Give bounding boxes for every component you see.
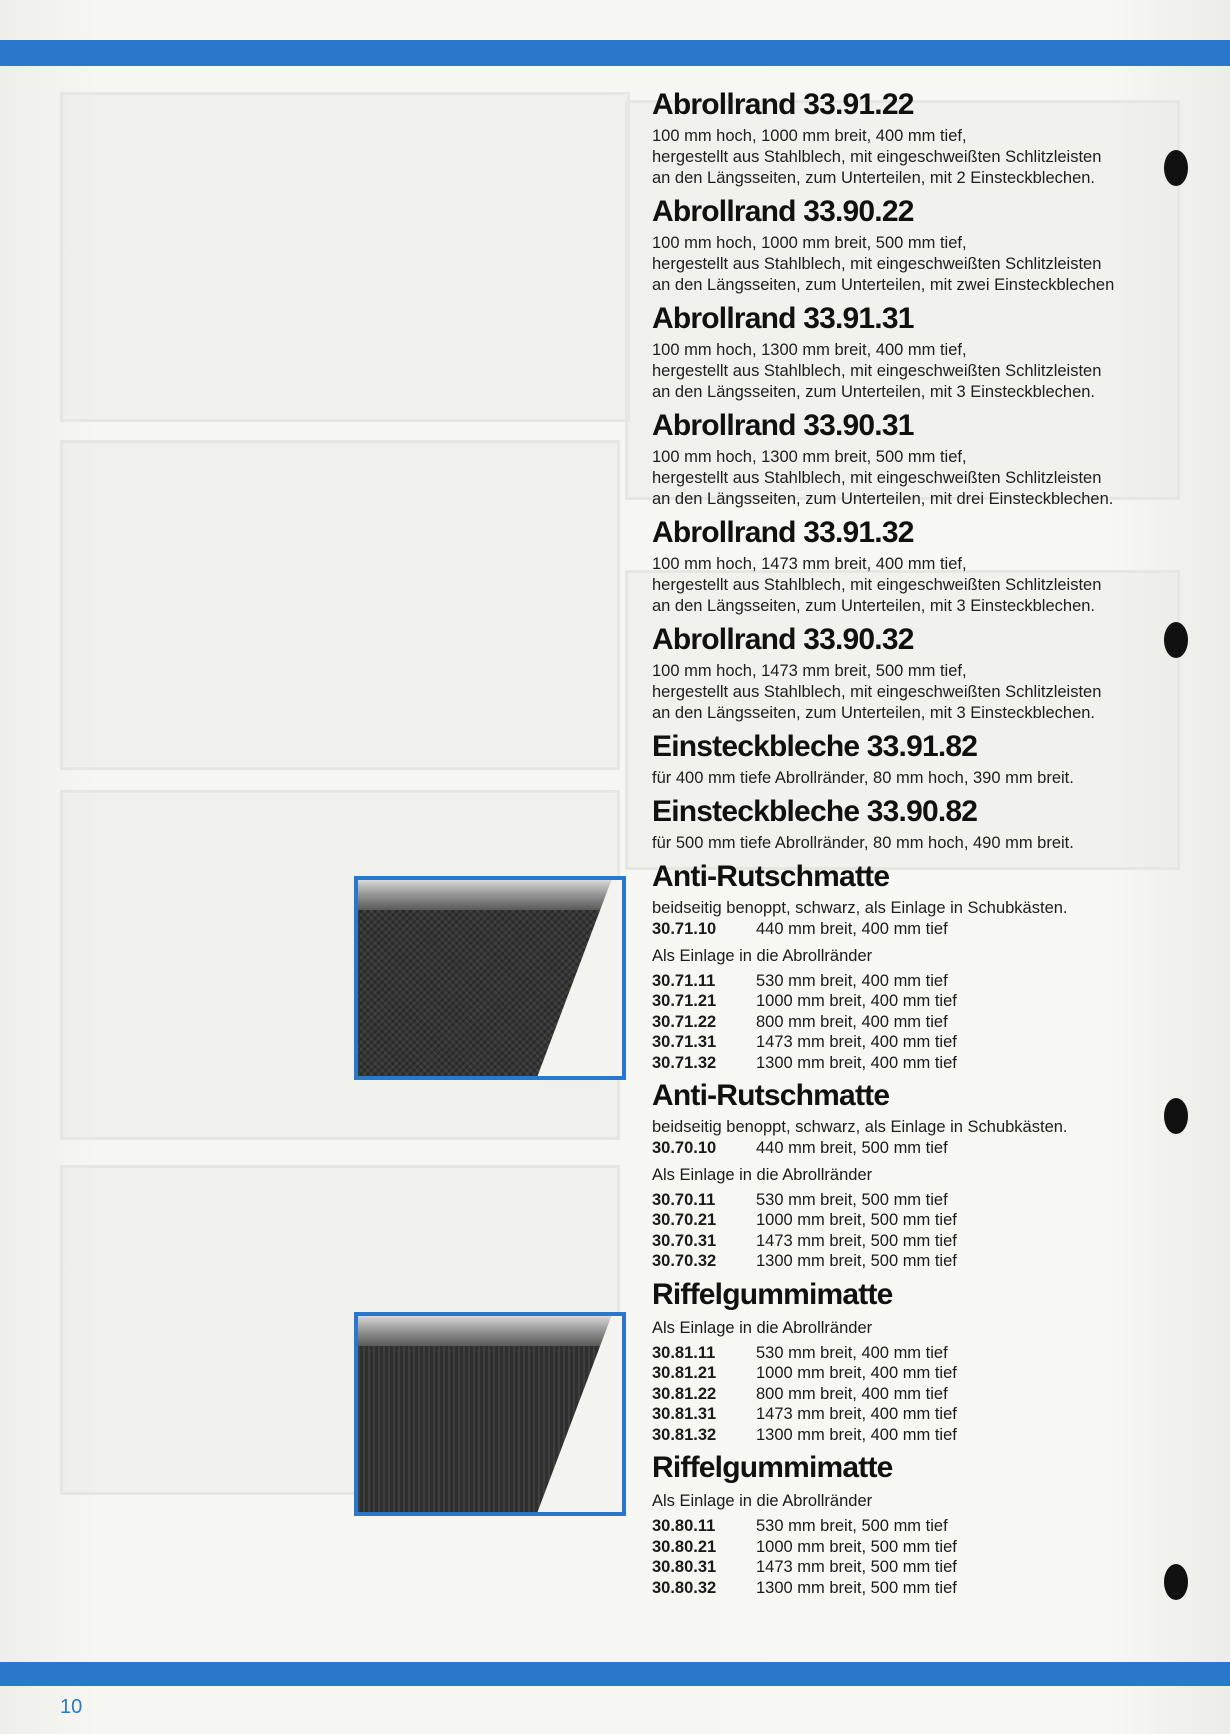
mat-title: Anti-Rutschmatte <box>652 860 890 893</box>
article-row <box>652 1516 1182 1537</box>
mat-item <box>652 860 1182 1073</box>
mat-item <box>652 1079 1182 1272</box>
article-text: 440 mm breit, 400 mm tief <box>756 920 948 938</box>
description-line: hergestellt aus Stahlblech, mit eingeschweißten Schlitzleisten <box>652 683 1102 701</box>
article-code: 30.80.32 <box>652 1578 717 1597</box>
article-code: 30.81.32 <box>652 1425 717 1444</box>
product-title: Einsteckbleche 33.90.82 <box>652 795 978 828</box>
mat-subtitle: Als Einlage in die Abrollränder <box>652 1492 873 1510</box>
product-title: Abrollrand 33.91.32 <box>652 516 914 549</box>
description-line: 100 mm hoch, 1473 mm breit, 500 mm tief, <box>652 662 967 680</box>
article-text: 1300 mm breit, 500 mm tief <box>756 1578 957 1597</box>
mat-subtitle: Als Einlage in die Abrollränder <box>652 1165 873 1184</box>
article-code: 30.80.31 <box>652 1558 717 1576</box>
article-rows <box>652 971 1182 1074</box>
article-rows <box>652 1343 1182 1446</box>
product-item <box>652 302 1182 403</box>
product-description <box>652 554 1182 617</box>
product-description <box>652 768 1182 789</box>
description-line: hergestellt aus Stahlblech, mit eingeschweißten Schlitzleisten <box>652 362 1102 380</box>
article-text: 1300 mm breit, 500 mm tief <box>756 1252 957 1270</box>
article-text: 530 mm breit, 500 mm tief <box>756 1517 948 1535</box>
article-code: 30.71.22 <box>652 1012 717 1031</box>
article-row <box>652 1251 1182 1272</box>
article-code: 30.70.31 <box>652 1231 717 1250</box>
article-text: 1300 mm breit, 400 mm tief <box>756 1425 957 1444</box>
mat-description: beidseitig benoppt, schwarz, als Einlage in Schubkästen. <box>652 899 1068 917</box>
product-description <box>652 126 1182 189</box>
product-title: Abrollrand 33.91.22 <box>652 88 914 121</box>
mat-title: Riffelgummimatte <box>652 1277 893 1311</box>
article-text: 530 mm breit, 500 mm tief <box>756 1190 948 1209</box>
article-text: 1300 mm breit, 400 mm tief <box>756 1053 957 1072</box>
mat-subtitle: Als Einlage in die Abrollränder <box>652 946 873 965</box>
article-text: 530 mm breit, 400 mm tief <box>756 971 948 990</box>
description-line: an den Längsseiten, zum Unterteilen, mit 3 Einsteckblechen. <box>652 383 1096 401</box>
article-code: 30.71.31 <box>652 1033 717 1051</box>
product-description <box>652 447 1182 510</box>
article-code: 30.80.11 <box>652 1517 716 1535</box>
article-code: 30.81.11 <box>652 1343 716 1362</box>
article-code: 30.70.21 <box>652 1211 717 1229</box>
article-code: 30.81.31 <box>652 1405 717 1423</box>
product-description <box>652 340 1182 403</box>
mat-title: Anti-Rutschmatte <box>652 1079 890 1112</box>
product-title: Abrollrand 33.90.22 <box>652 195 914 228</box>
article-text: 530 mm breit, 400 mm tief <box>756 1343 948 1362</box>
mat-subtitle: Als Einlage in die Abrollränder <box>652 1318 873 1337</box>
bleed-through-box <box>60 92 630 422</box>
product-description <box>652 233 1182 296</box>
description-line: für 400 mm tiefe Abrollränder, 80 mm hoch, 390 mm breit. <box>652 769 1074 787</box>
article-text: 1000 mm breit, 400 mm tief <box>756 1364 957 1382</box>
description-line: an den Längsseiten, zum Unterteilen, mit 3 Einsteckblechen. <box>652 597 1096 615</box>
mat-item <box>652 1278 1182 1446</box>
page-number: 10 <box>60 1696 83 1718</box>
article-row <box>652 1425 1182 1446</box>
article-row <box>652 1210 1182 1231</box>
article-row <box>652 1557 1182 1578</box>
mat-description: beidseitig benoppt, schwarz, als Einlage in Schubkästen. <box>652 1118 1068 1136</box>
article-text: 1000 mm breit, 400 mm tief <box>756 992 957 1010</box>
article-row <box>652 991 1182 1012</box>
article-code: 30.70.11 <box>652 1190 716 1209</box>
article-row <box>652 1343 1182 1364</box>
article-text: 800 mm breit, 400 mm tief <box>756 1012 948 1031</box>
description-line: an den Längsseiten, zum Unterteilen, mit drei Einsteckblechen. <box>652 490 1114 508</box>
article-row <box>652 1537 1182 1558</box>
article-code: 30.70.10 <box>652 1139 717 1157</box>
article-code: 30.71.10 <box>652 920 717 938</box>
ribbed-rubber-mat-photo <box>354 1312 626 1516</box>
article-row <box>652 1032 1182 1053</box>
description-line: an den Längsseiten, zum Unterteilen, mit 2 Einsteckblechen. <box>652 169 1096 187</box>
description-line: an den Längsseiten, zum Unterteilen, mit zwei Einsteckblechen <box>652 276 1115 294</box>
product-item <box>652 623 1182 724</box>
article-text: 1473 mm breit, 500 mm tief <box>756 1231 957 1250</box>
article-row <box>652 1384 1182 1405</box>
product-item <box>652 195 1182 296</box>
anti-slip-mat-photo <box>354 876 626 1080</box>
product-title: Abrollrand 33.90.32 <box>652 623 914 656</box>
description-line: 100 mm hoch, 1473 mm breit, 400 mm tief, <box>652 555 967 573</box>
description-line: für 500 mm tiefe Abrollränder, 80 mm hoch, 490 mm breit. <box>652 834 1074 852</box>
article-text: 1473 mm breit, 500 mm tief <box>756 1558 957 1576</box>
product-item <box>652 795 1182 854</box>
description-line: hergestellt aus Stahlblech, mit eingeschweißten Schlitzleisten <box>652 255 1102 273</box>
article-row <box>652 1012 1182 1033</box>
product-list <box>652 88 1182 1604</box>
article-row <box>652 1363 1182 1384</box>
product-description <box>652 661 1182 724</box>
product-item <box>652 730 1182 789</box>
article-row <box>652 1578 1182 1599</box>
article-text: 1000 mm breit, 500 mm tief <box>756 1537 957 1556</box>
product-description <box>652 833 1182 854</box>
description-line: hergestellt aus Stahlblech, mit eingeschweißten Schlitzleisten <box>652 469 1102 487</box>
article-text: 1473 mm breit, 400 mm tief <box>756 1405 957 1423</box>
top-blue-band <box>0 40 1230 66</box>
article-row <box>652 1190 1182 1211</box>
description-line: 100 mm hoch, 1000 mm breit, 400 mm tief, <box>652 127 967 145</box>
article-rows <box>652 1516 1182 1598</box>
article-code: 30.71.11 <box>652 971 716 990</box>
description-line: hergestellt aus Stahlblech, mit eingeschweißten Schlitzleisten <box>652 148 1102 166</box>
article-row <box>652 1138 1182 1159</box>
article-code: 30.71.32 <box>652 1053 717 1072</box>
product-title: Einsteckbleche 33.91.82 <box>652 730 978 763</box>
product-item <box>652 409 1182 510</box>
article-row <box>652 1404 1182 1425</box>
product-title: Abrollrand 33.91.31 <box>652 302 914 335</box>
bleed-through-box <box>60 440 620 770</box>
article-code: 30.80.21 <box>652 1537 717 1556</box>
article-row <box>652 1053 1182 1074</box>
article-code: 30.70.32 <box>652 1252 717 1270</box>
article-text: 800 mm breit, 400 mm tief <box>756 1384 948 1403</box>
article-text: 1473 mm breit, 400 mm tief <box>756 1033 957 1051</box>
bottom-blue-band <box>0 1662 1230 1686</box>
article-code: 30.81.21 <box>652 1364 717 1382</box>
mat-item <box>652 1451 1182 1598</box>
article-rows <box>652 1190 1182 1272</box>
product-item <box>652 516 1182 617</box>
article-row <box>652 1231 1182 1252</box>
article-row <box>652 971 1182 992</box>
description-line: 100 mm hoch, 1000 mm breit, 500 mm tief, <box>652 234 967 252</box>
product-title: Abrollrand 33.90.31 <box>652 409 914 442</box>
article-code: 30.71.21 <box>652 992 717 1010</box>
article-text: 1000 mm breit, 500 mm tief <box>756 1211 957 1229</box>
article-text: 440 mm breit, 500 mm tief <box>756 1139 948 1157</box>
article-code: 30.81.22 <box>652 1384 717 1403</box>
description-line: hergestellt aus Stahlblech, mit eingeschweißten Schlitzleisten <box>652 576 1102 594</box>
description-line: 100 mm hoch, 1300 mm breit, 500 mm tief, <box>652 448 967 466</box>
mat-title: Riffelgummimatte <box>652 1451 893 1484</box>
description-line: 100 mm hoch, 1300 mm breit, 400 mm tief, <box>652 341 967 359</box>
article-row <box>652 919 1182 940</box>
description-line: an den Längsseiten, zum Unterteilen, mit 3 Einsteckblechen. <box>652 704 1096 722</box>
product-item <box>652 88 1182 189</box>
